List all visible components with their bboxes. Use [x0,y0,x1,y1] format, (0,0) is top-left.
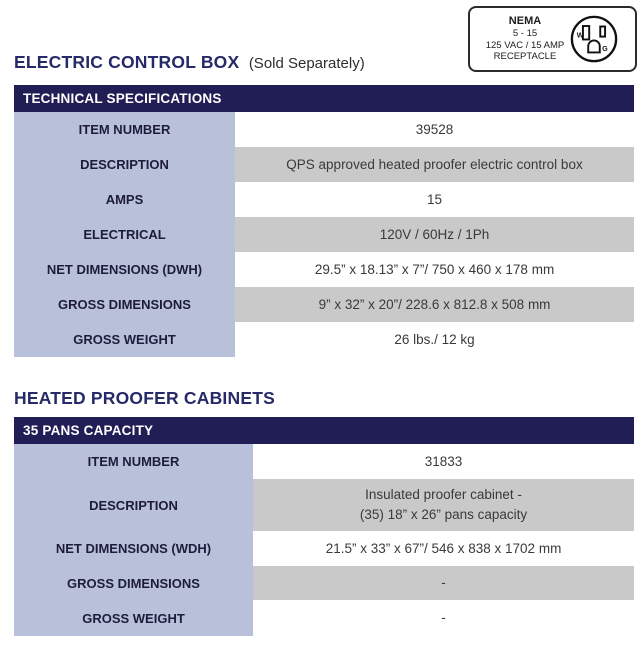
row-label: NET DIMENSIONS (WDH) [14,531,253,566]
row-label: DESCRIPTION [14,147,235,182]
row-value: 31833 [253,444,634,479]
section-title-electric-control-box [14,52,365,73]
pans-capacity-table [14,417,634,636]
section-title-heated-proofer-cabinets [14,388,275,409]
row-label: ITEM NUMBER [14,444,253,479]
nema-type: 5 - 15 [512,28,538,40]
svg-text:G: G [602,44,609,54]
row-label: ELECTRICAL [14,217,235,252]
table-row [14,112,634,147]
table-row [14,566,634,600]
nema-title: NEMA [508,14,542,27]
row-label: AMPS [14,182,235,217]
row-label: GROSS WEIGHT [14,600,253,636]
row-value: - [253,600,634,636]
row-value [253,479,634,531]
page-title-suffix: (Sold Separately) [248,55,365,72]
table-header-35-pans-capacity: 35 PANS CAPACITY [14,417,634,444]
nema-rating: 125 VAC / 15 AMP [485,39,565,51]
table-row [14,444,634,479]
row-value: 15 [235,182,634,217]
row-label: DESCRIPTION [14,479,253,531]
page-title: ELECTRIC CONTROL BOX [14,52,240,72]
row-value-line-1: Insulated proofer cabinet - [365,487,522,503]
nema-receptacle-label: RECEPTACLE [493,51,557,63]
row-value: 39528 [235,112,634,147]
nema-receptacle-badge [468,6,637,72]
row-value-line-2: (35) 18” x 26” pans capacity [359,507,528,522]
row-value: 21.5” x 33” x 67”/ 546 x 838 x 1702 mm [253,531,634,566]
row-value: 120V / 60Hz / 1Ph [235,217,634,252]
row-label: GROSS WEIGHT [14,322,235,357]
technical-specifications-table [14,85,634,357]
nema-badge-text [486,15,565,63]
table-row [14,287,634,322]
row-label: NET DIMENSIONS (DWH) [14,252,235,287]
table-row [14,322,634,357]
svg-text:W: W [576,30,584,40]
row-label: GROSS DIMENSIONS [14,566,253,600]
row-label: GROSS DIMENSIONS [14,287,235,322]
table-row [14,531,634,566]
nema-5-15-receptacle-icon [569,14,619,64]
table-row [14,182,634,217]
table-row [14,217,634,252]
table-row [14,600,634,636]
row-value: 29.5” x 18.13” x 7”/ 750 x 460 x 178 mm [235,252,634,287]
section-heading: HEATED PROOFER CABINETS [14,388,275,408]
table-row [14,252,634,287]
table-row [14,479,634,531]
row-label: ITEM NUMBER [14,112,235,147]
row-value: - [253,566,634,600]
row-value: 9” x 32” x 20”/ 228.6 x 812.8 x 508 mm [235,287,634,322]
row-value: 26 lbs./ 12 kg [235,322,634,357]
row-value: QPS approved heated proofer electric control box [235,147,634,182]
table-row [14,147,634,182]
table-header-technical-specifications: TECHNICAL SPECIFICATIONS [14,85,634,112]
